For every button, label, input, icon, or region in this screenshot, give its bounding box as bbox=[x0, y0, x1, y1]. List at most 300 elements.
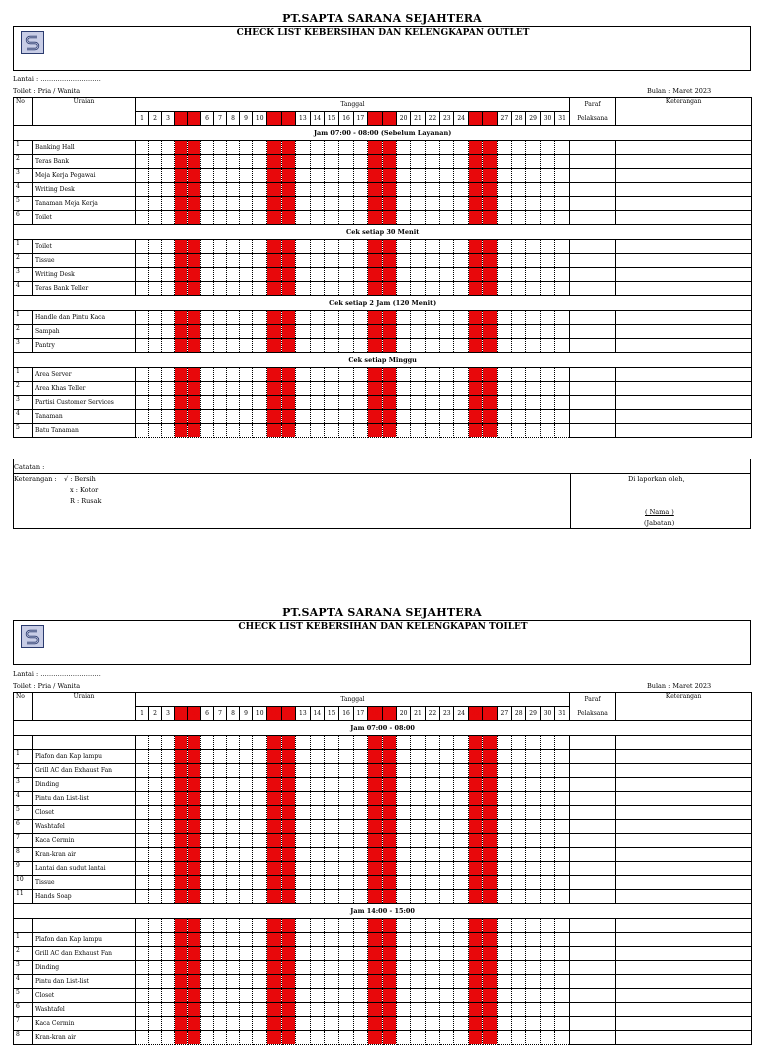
day-check-cell[interactable] bbox=[512, 764, 526, 778]
day-check-cell[interactable] bbox=[396, 792, 410, 806]
day-check-cell[interactable] bbox=[136, 876, 149, 890]
day-check-cell[interactable] bbox=[454, 382, 468, 396]
day-check-cell[interactable] bbox=[411, 254, 425, 268]
day-check-cell[interactable] bbox=[162, 806, 175, 820]
day-check-cell[interactable] bbox=[240, 961, 253, 975]
day-check-cell[interactable] bbox=[324, 750, 338, 764]
day-check-cell[interactable] bbox=[188, 183, 201, 197]
day-check-cell[interactable] bbox=[240, 778, 253, 792]
day-check-cell[interactable] bbox=[425, 268, 439, 282]
day-check-cell[interactable] bbox=[468, 254, 482, 268]
day-check-cell[interactable] bbox=[555, 961, 570, 975]
day-check-cell[interactable] bbox=[240, 268, 253, 282]
day-check-cell[interactable] bbox=[353, 169, 367, 183]
day-check-cell[interactable] bbox=[149, 806, 162, 820]
day-check-cell[interactable] bbox=[267, 975, 281, 989]
day-check-cell[interactable] bbox=[324, 947, 338, 961]
day-check-cell[interactable] bbox=[411, 778, 425, 792]
day-check-cell[interactable] bbox=[310, 862, 324, 876]
day-check-cell[interactable] bbox=[281, 254, 295, 268]
day-check-cell[interactable] bbox=[149, 764, 162, 778]
day-check-cell[interactable] bbox=[162, 947, 175, 961]
day-check-cell[interactable] bbox=[188, 240, 201, 254]
day-check-cell[interactable] bbox=[440, 141, 454, 155]
day-check-cell[interactable] bbox=[555, 197, 570, 211]
day-check-cell[interactable] bbox=[526, 834, 540, 848]
day-check-cell[interactable] bbox=[253, 890, 267, 904]
day-check-cell[interactable] bbox=[440, 947, 454, 961]
day-check-cell[interactable] bbox=[425, 890, 439, 904]
day-check-cell[interactable] bbox=[540, 339, 554, 353]
day-check-cell[interactable] bbox=[310, 410, 324, 424]
day-check-cell[interactable] bbox=[227, 1031, 240, 1045]
day-check-cell[interactable] bbox=[240, 890, 253, 904]
day-check-cell[interactable] bbox=[267, 947, 281, 961]
day-check-cell[interactable] bbox=[526, 368, 540, 382]
day-check-cell[interactable] bbox=[411, 141, 425, 155]
day-check-cell[interactable] bbox=[296, 862, 310, 876]
day-check-cell[interactable] bbox=[540, 750, 554, 764]
day-check-cell[interactable] bbox=[310, 1003, 324, 1017]
day-check-cell[interactable] bbox=[201, 155, 214, 169]
day-check-cell[interactable] bbox=[411, 424, 425, 438]
day-check-cell[interactable] bbox=[310, 806, 324, 820]
day-check-cell[interactable] bbox=[396, 933, 410, 947]
day-check-cell[interactable] bbox=[497, 792, 511, 806]
day-check-cell[interactable] bbox=[149, 876, 162, 890]
day-check-cell[interactable] bbox=[310, 396, 324, 410]
day-check-cell[interactable] bbox=[540, 410, 554, 424]
day-check-cell[interactable] bbox=[136, 961, 149, 975]
day-check-cell[interactable] bbox=[468, 410, 482, 424]
day-check-cell[interactable] bbox=[175, 975, 188, 989]
keterangan-cell[interactable] bbox=[616, 876, 752, 890]
day-check-cell[interactable] bbox=[240, 989, 253, 1003]
day-check-cell[interactable] bbox=[175, 890, 188, 904]
day-check-cell[interactable] bbox=[425, 396, 439, 410]
day-check-cell[interactable] bbox=[382, 862, 396, 876]
day-check-cell[interactable] bbox=[136, 947, 149, 961]
day-check-cell[interactable] bbox=[310, 848, 324, 862]
keterangan-cell[interactable] bbox=[616, 848, 752, 862]
day-check-cell[interactable] bbox=[396, 396, 410, 410]
day-check-cell[interactable] bbox=[396, 325, 410, 339]
day-check-cell[interactable] bbox=[324, 933, 338, 947]
day-check-cell[interactable] bbox=[540, 141, 554, 155]
day-check-cell[interactable] bbox=[339, 778, 353, 792]
day-check-cell[interactable] bbox=[425, 410, 439, 424]
day-check-cell[interactable] bbox=[555, 211, 570, 225]
day-check-cell[interactable] bbox=[310, 268, 324, 282]
day-check-cell[interactable] bbox=[382, 764, 396, 778]
day-check-cell[interactable] bbox=[324, 764, 338, 778]
day-check-cell[interactable] bbox=[296, 764, 310, 778]
day-check-cell[interactable] bbox=[267, 792, 281, 806]
day-check-cell[interactable] bbox=[149, 961, 162, 975]
day-check-cell[interactable] bbox=[425, 750, 439, 764]
day-check-cell[interactable] bbox=[324, 989, 338, 1003]
day-check-cell[interactable] bbox=[512, 155, 526, 169]
day-check-cell[interactable] bbox=[382, 834, 396, 848]
day-check-cell[interactable] bbox=[175, 396, 188, 410]
day-check-cell[interactable] bbox=[324, 382, 338, 396]
day-check-cell[interactable] bbox=[149, 424, 162, 438]
day-check-cell[interactable] bbox=[296, 1031, 310, 1045]
day-check-cell[interactable] bbox=[296, 197, 310, 211]
day-check-cell[interactable] bbox=[267, 876, 281, 890]
day-check-cell[interactable] bbox=[267, 764, 281, 778]
day-check-cell[interactable] bbox=[497, 382, 511, 396]
day-check-cell[interactable] bbox=[425, 197, 439, 211]
day-check-cell[interactable] bbox=[411, 806, 425, 820]
day-check-cell[interactable] bbox=[425, 834, 439, 848]
day-check-cell[interactable] bbox=[512, 750, 526, 764]
day-check-cell[interactable] bbox=[339, 183, 353, 197]
day-check-cell[interactable] bbox=[483, 820, 497, 834]
day-check-cell[interactable] bbox=[149, 989, 162, 1003]
day-check-cell[interactable] bbox=[253, 961, 267, 975]
day-check-cell[interactable] bbox=[454, 424, 468, 438]
day-check-cell[interactable] bbox=[353, 975, 367, 989]
day-check-cell[interactable] bbox=[339, 155, 353, 169]
day-check-cell[interactable] bbox=[368, 806, 382, 820]
paraf-cell[interactable] bbox=[570, 254, 616, 268]
day-check-cell[interactable] bbox=[267, 820, 281, 834]
day-check-cell[interactable] bbox=[149, 410, 162, 424]
day-check-cell[interactable] bbox=[396, 1031, 410, 1045]
day-check-cell[interactable] bbox=[483, 806, 497, 820]
day-check-cell[interactable] bbox=[339, 424, 353, 438]
day-check-cell[interactable] bbox=[382, 197, 396, 211]
day-check-cell[interactable] bbox=[188, 989, 201, 1003]
day-check-cell[interactable] bbox=[240, 396, 253, 410]
day-check-cell[interactable] bbox=[324, 778, 338, 792]
day-check-cell[interactable] bbox=[468, 947, 482, 961]
day-check-cell[interactable] bbox=[149, 820, 162, 834]
keterangan-cell[interactable] bbox=[616, 197, 752, 211]
day-check-cell[interactable] bbox=[526, 410, 540, 424]
day-check-cell[interactable] bbox=[175, 806, 188, 820]
day-check-cell[interactable] bbox=[512, 792, 526, 806]
day-check-cell[interactable] bbox=[162, 933, 175, 947]
day-check-cell[interactable] bbox=[281, 282, 295, 296]
day-check-cell[interactable] bbox=[497, 975, 511, 989]
day-check-cell[interactable] bbox=[497, 169, 511, 183]
day-check-cell[interactable] bbox=[267, 368, 281, 382]
day-check-cell[interactable] bbox=[440, 382, 454, 396]
day-check-cell[interactable] bbox=[296, 424, 310, 438]
day-check-cell[interactable] bbox=[411, 764, 425, 778]
day-check-cell[interactable] bbox=[175, 1031, 188, 1045]
day-check-cell[interactable] bbox=[468, 792, 482, 806]
day-check-cell[interactable] bbox=[368, 368, 382, 382]
day-check-cell[interactable] bbox=[396, 975, 410, 989]
day-check-cell[interactable] bbox=[497, 876, 511, 890]
day-check-cell[interactable] bbox=[214, 806, 227, 820]
day-check-cell[interactable] bbox=[281, 862, 295, 876]
day-check-cell[interactable] bbox=[188, 155, 201, 169]
day-check-cell[interactable] bbox=[201, 834, 214, 848]
day-check-cell[interactable] bbox=[353, 848, 367, 862]
day-check-cell[interactable] bbox=[188, 268, 201, 282]
day-check-cell[interactable] bbox=[214, 169, 227, 183]
day-check-cell[interactable] bbox=[201, 325, 214, 339]
day-check-cell[interactable] bbox=[267, 890, 281, 904]
day-check-cell[interactable] bbox=[175, 933, 188, 947]
day-check-cell[interactable] bbox=[296, 325, 310, 339]
day-check-cell[interactable] bbox=[214, 141, 227, 155]
day-check-cell[interactable] bbox=[555, 382, 570, 396]
day-check-cell[interactable] bbox=[281, 410, 295, 424]
day-check-cell[interactable] bbox=[497, 890, 511, 904]
day-check-cell[interactable] bbox=[368, 183, 382, 197]
day-check-cell[interactable] bbox=[188, 947, 201, 961]
day-check-cell[interactable] bbox=[240, 254, 253, 268]
day-check-cell[interactable] bbox=[253, 947, 267, 961]
day-check-cell[interactable] bbox=[483, 141, 497, 155]
day-check-cell[interactable] bbox=[440, 778, 454, 792]
day-check-cell[interactable] bbox=[281, 975, 295, 989]
day-check-cell[interactable] bbox=[188, 933, 201, 947]
day-check-cell[interactable] bbox=[162, 197, 175, 211]
day-check-cell[interactable] bbox=[214, 947, 227, 961]
day-check-cell[interactable] bbox=[382, 778, 396, 792]
day-check-cell[interactable] bbox=[339, 410, 353, 424]
day-check-cell[interactable] bbox=[396, 240, 410, 254]
day-check-cell[interactable] bbox=[253, 989, 267, 1003]
day-check-cell[interactable] bbox=[454, 1031, 468, 1045]
day-check-cell[interactable] bbox=[296, 933, 310, 947]
day-check-cell[interactable] bbox=[555, 396, 570, 410]
day-check-cell[interactable] bbox=[324, 820, 338, 834]
day-check-cell[interactable] bbox=[188, 778, 201, 792]
day-check-cell[interactable] bbox=[149, 890, 162, 904]
day-check-cell[interactable] bbox=[540, 834, 554, 848]
day-check-cell[interactable] bbox=[253, 197, 267, 211]
keterangan-cell[interactable] bbox=[616, 311, 752, 325]
day-check-cell[interactable] bbox=[339, 764, 353, 778]
day-check-cell[interactable] bbox=[296, 368, 310, 382]
day-check-cell[interactable] bbox=[339, 862, 353, 876]
day-check-cell[interactable] bbox=[339, 750, 353, 764]
day-check-cell[interactable] bbox=[227, 183, 240, 197]
day-check-cell[interactable] bbox=[411, 325, 425, 339]
day-check-cell[interactable] bbox=[396, 183, 410, 197]
day-check-cell[interactable] bbox=[227, 410, 240, 424]
day-check-cell[interactable] bbox=[339, 396, 353, 410]
day-check-cell[interactable] bbox=[411, 750, 425, 764]
day-check-cell[interactable] bbox=[483, 424, 497, 438]
paraf-cell[interactable] bbox=[570, 282, 616, 296]
day-check-cell[interactable] bbox=[483, 876, 497, 890]
day-check-cell[interactable] bbox=[214, 848, 227, 862]
day-check-cell[interactable] bbox=[175, 382, 188, 396]
day-check-cell[interactable] bbox=[425, 311, 439, 325]
paraf-cell[interactable] bbox=[570, 240, 616, 254]
day-check-cell[interactable] bbox=[136, 282, 149, 296]
day-check-cell[interactable] bbox=[253, 820, 267, 834]
day-check-cell[interactable] bbox=[526, 862, 540, 876]
day-check-cell[interactable] bbox=[310, 325, 324, 339]
paraf-cell[interactable] bbox=[570, 947, 616, 961]
day-check-cell[interactable] bbox=[253, 792, 267, 806]
day-check-cell[interactable] bbox=[483, 1003, 497, 1017]
day-check-cell[interactable] bbox=[162, 961, 175, 975]
day-check-cell[interactable] bbox=[411, 848, 425, 862]
day-check-cell[interactable] bbox=[281, 169, 295, 183]
day-check-cell[interactable] bbox=[310, 975, 324, 989]
day-check-cell[interactable] bbox=[497, 750, 511, 764]
day-check-cell[interactable] bbox=[281, 325, 295, 339]
day-check-cell[interactable] bbox=[339, 834, 353, 848]
day-check-cell[interactable] bbox=[555, 975, 570, 989]
paraf-cell[interactable] bbox=[570, 141, 616, 155]
day-check-cell[interactable] bbox=[468, 933, 482, 947]
day-check-cell[interactable] bbox=[214, 876, 227, 890]
keterangan-cell[interactable] bbox=[616, 1003, 752, 1017]
day-check-cell[interactable] bbox=[253, 282, 267, 296]
day-check-cell[interactable] bbox=[267, 141, 281, 155]
day-check-cell[interactable] bbox=[149, 975, 162, 989]
day-check-cell[interactable] bbox=[253, 169, 267, 183]
day-check-cell[interactable] bbox=[253, 424, 267, 438]
day-check-cell[interactable] bbox=[382, 750, 396, 764]
day-check-cell[interactable] bbox=[339, 254, 353, 268]
day-check-cell[interactable] bbox=[454, 282, 468, 296]
day-check-cell[interactable] bbox=[468, 750, 482, 764]
day-check-cell[interactable] bbox=[310, 197, 324, 211]
paraf-cell[interactable] bbox=[570, 989, 616, 1003]
day-check-cell[interactable] bbox=[296, 876, 310, 890]
day-check-cell[interactable] bbox=[555, 254, 570, 268]
day-check-cell[interactable] bbox=[425, 961, 439, 975]
day-check-cell[interactable] bbox=[310, 169, 324, 183]
day-check-cell[interactable] bbox=[540, 169, 554, 183]
day-check-cell[interactable] bbox=[483, 254, 497, 268]
day-check-cell[interactable] bbox=[540, 947, 554, 961]
day-check-cell[interactable] bbox=[310, 933, 324, 947]
day-check-cell[interactable] bbox=[281, 989, 295, 1003]
day-check-cell[interactable] bbox=[281, 311, 295, 325]
day-check-cell[interactable] bbox=[324, 155, 338, 169]
day-check-cell[interactable] bbox=[240, 169, 253, 183]
day-check-cell[interactable] bbox=[468, 820, 482, 834]
day-check-cell[interactable] bbox=[136, 933, 149, 947]
day-check-cell[interactable] bbox=[382, 282, 396, 296]
day-check-cell[interactable] bbox=[440, 254, 454, 268]
day-check-cell[interactable] bbox=[396, 424, 410, 438]
day-check-cell[interactable] bbox=[296, 240, 310, 254]
day-check-cell[interactable] bbox=[353, 764, 367, 778]
day-check-cell[interactable] bbox=[188, 396, 201, 410]
day-check-cell[interactable] bbox=[353, 382, 367, 396]
day-check-cell[interactable] bbox=[310, 254, 324, 268]
day-check-cell[interactable] bbox=[253, 268, 267, 282]
day-check-cell[interactable] bbox=[214, 197, 227, 211]
day-check-cell[interactable] bbox=[240, 876, 253, 890]
day-check-cell[interactable] bbox=[483, 197, 497, 211]
day-check-cell[interactable] bbox=[240, 410, 253, 424]
day-check-cell[interactable] bbox=[382, 890, 396, 904]
day-check-cell[interactable] bbox=[368, 933, 382, 947]
day-check-cell[interactable] bbox=[188, 1003, 201, 1017]
day-check-cell[interactable] bbox=[454, 890, 468, 904]
day-check-cell[interactable] bbox=[425, 382, 439, 396]
day-check-cell[interactable] bbox=[253, 778, 267, 792]
day-check-cell[interactable] bbox=[214, 211, 227, 225]
day-check-cell[interactable] bbox=[512, 282, 526, 296]
keterangan-cell[interactable] bbox=[616, 141, 752, 155]
day-check-cell[interactable] bbox=[526, 933, 540, 947]
day-check-cell[interactable] bbox=[296, 254, 310, 268]
day-check-cell[interactable] bbox=[555, 947, 570, 961]
day-check-cell[interactable] bbox=[353, 254, 367, 268]
day-check-cell[interactable] bbox=[540, 848, 554, 862]
keterangan-cell[interactable] bbox=[616, 806, 752, 820]
day-check-cell[interactable] bbox=[227, 750, 240, 764]
day-check-cell[interactable] bbox=[214, 750, 227, 764]
day-check-cell[interactable] bbox=[339, 820, 353, 834]
day-check-cell[interactable] bbox=[253, 848, 267, 862]
day-check-cell[interactable] bbox=[201, 268, 214, 282]
keterangan-cell[interactable] bbox=[616, 764, 752, 778]
paraf-cell[interactable] bbox=[570, 396, 616, 410]
day-check-cell[interactable] bbox=[497, 1031, 511, 1045]
day-check-cell[interactable] bbox=[240, 820, 253, 834]
keterangan-cell[interactable] bbox=[616, 396, 752, 410]
day-check-cell[interactable] bbox=[483, 862, 497, 876]
day-check-cell[interactable] bbox=[162, 764, 175, 778]
day-check-cell[interactable] bbox=[353, 396, 367, 410]
day-check-cell[interactable] bbox=[281, 792, 295, 806]
day-check-cell[interactable] bbox=[425, 1031, 439, 1045]
day-check-cell[interactable] bbox=[540, 876, 554, 890]
day-check-cell[interactable] bbox=[162, 282, 175, 296]
day-check-cell[interactable] bbox=[296, 396, 310, 410]
day-check-cell[interactable] bbox=[201, 410, 214, 424]
day-check-cell[interactable] bbox=[396, 834, 410, 848]
day-check-cell[interactable] bbox=[175, 961, 188, 975]
day-check-cell[interactable] bbox=[411, 947, 425, 961]
keterangan-cell[interactable] bbox=[616, 325, 752, 339]
day-check-cell[interactable] bbox=[324, 876, 338, 890]
day-check-cell[interactable] bbox=[497, 933, 511, 947]
day-check-cell[interactable] bbox=[382, 268, 396, 282]
day-check-cell[interactable] bbox=[324, 410, 338, 424]
day-check-cell[interactable] bbox=[240, 211, 253, 225]
day-check-cell[interactable] bbox=[188, 211, 201, 225]
day-check-cell[interactable] bbox=[425, 141, 439, 155]
day-check-cell[interactable] bbox=[162, 339, 175, 353]
day-check-cell[interactable] bbox=[324, 396, 338, 410]
day-check-cell[interactable] bbox=[425, 778, 439, 792]
paraf-cell[interactable] bbox=[570, 211, 616, 225]
day-check-cell[interactable] bbox=[440, 311, 454, 325]
day-check-cell[interactable] bbox=[555, 268, 570, 282]
day-check-cell[interactable] bbox=[512, 834, 526, 848]
day-check-cell[interactable] bbox=[149, 197, 162, 211]
day-check-cell[interactable] bbox=[483, 155, 497, 169]
day-check-cell[interactable] bbox=[188, 1031, 201, 1045]
day-check-cell[interactable] bbox=[227, 947, 240, 961]
day-check-cell[interactable] bbox=[497, 961, 511, 975]
day-check-cell[interactable] bbox=[526, 382, 540, 396]
day-check-cell[interactable] bbox=[396, 368, 410, 382]
day-check-cell[interactable] bbox=[324, 169, 338, 183]
day-check-cell[interactable] bbox=[136, 141, 149, 155]
day-check-cell[interactable] bbox=[214, 820, 227, 834]
day-check-cell[interactable] bbox=[149, 254, 162, 268]
